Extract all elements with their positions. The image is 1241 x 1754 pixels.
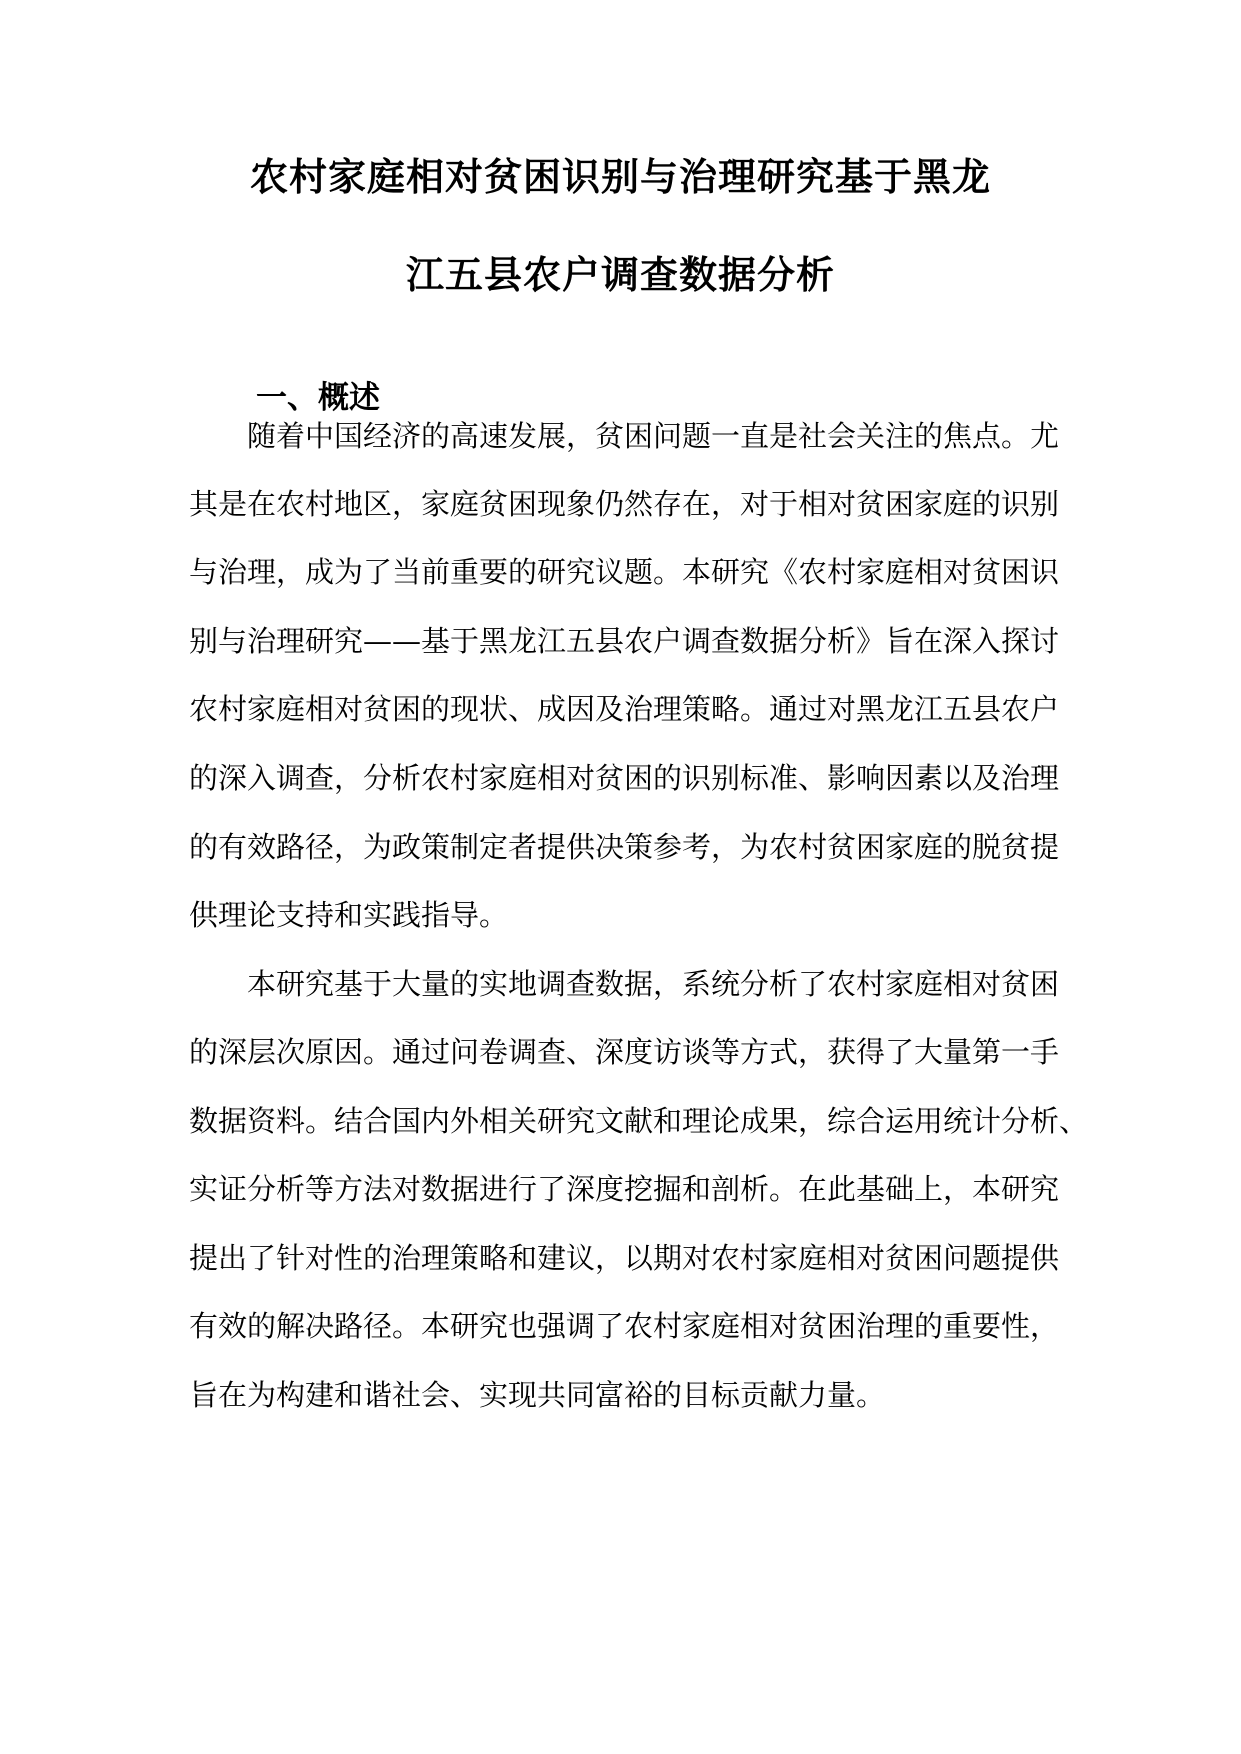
- paragraph-1-line: 其是在农村地区，家庭贫困现象仍然存在，对于相对贫困家庭的识别: [189, 487, 1060, 521]
- paragraph-2-line: 本研究基于大量的实地调查数据，系统分析了农村家庭相对贫困: [247, 967, 1060, 1001]
- paragraph-2-line: 旨在为构建和谐社会、实现共同富裕的目标贡献力量。: [189, 1378, 886, 1412]
- paragraph-2-line: 的深层次原因。通过问卷调查、深度访谈等方式，获得了大量第一手: [189, 1035, 1060, 1069]
- paragraph-2-line: 有效的解决路径。本研究也强调了农村家庭相对贫困治理的重要性，: [189, 1309, 1060, 1343]
- paragraph-1-line: 农村家庭相对贫困的现状、成因及治理策略。通过对黑龙江五县农户: [189, 692, 1060, 726]
- document-title-line-2: 江五县农户调查数据分析: [405, 253, 835, 297]
- paragraph-1-line: 供理论支持和实践指导。: [189, 898, 509, 932]
- paragraph-1-line: 的深入调查，分析农村家庭相对贫困的识别标准、影响因素以及治理: [189, 761, 1060, 795]
- paragraph-2-line: 数据资料。结合国内外相关研究文献和理论成果，综合运用统计分析、: [189, 1104, 1089, 1138]
- paragraph-1-line: 与治理，成为了当前重要的研究议题。本研究《农村家庭相对贫困识: [189, 555, 1060, 589]
- paragraph-1-line: 随着中国经济的高速发展，贫困问题一直是社会关注的焦点。尤: [247, 419, 1060, 453]
- paragraph-2-line: 提出了针对性的治理策略和建议，以期对农村家庭相对贫困问题提供: [189, 1241, 1060, 1275]
- paragraph-1-line: 别与治理研究——基于黑龙江五县农户调查数据分析》旨在深入探讨: [189, 624, 1060, 658]
- section-heading: 一、概述: [256, 380, 380, 416]
- paragraph-1-line: 的有效路径，为政策制定者提供决策参考，为农村贫困家庭的脱贫提: [189, 830, 1060, 864]
- document-title-line-1: 农村家庭相对贫困识别与治理研究基于黑龙: [249, 155, 991, 199]
- paragraph-2-line: 实证分析等方法对数据进行了深度挖掘和剖析。在此基础上，本研究: [189, 1172, 1060, 1206]
